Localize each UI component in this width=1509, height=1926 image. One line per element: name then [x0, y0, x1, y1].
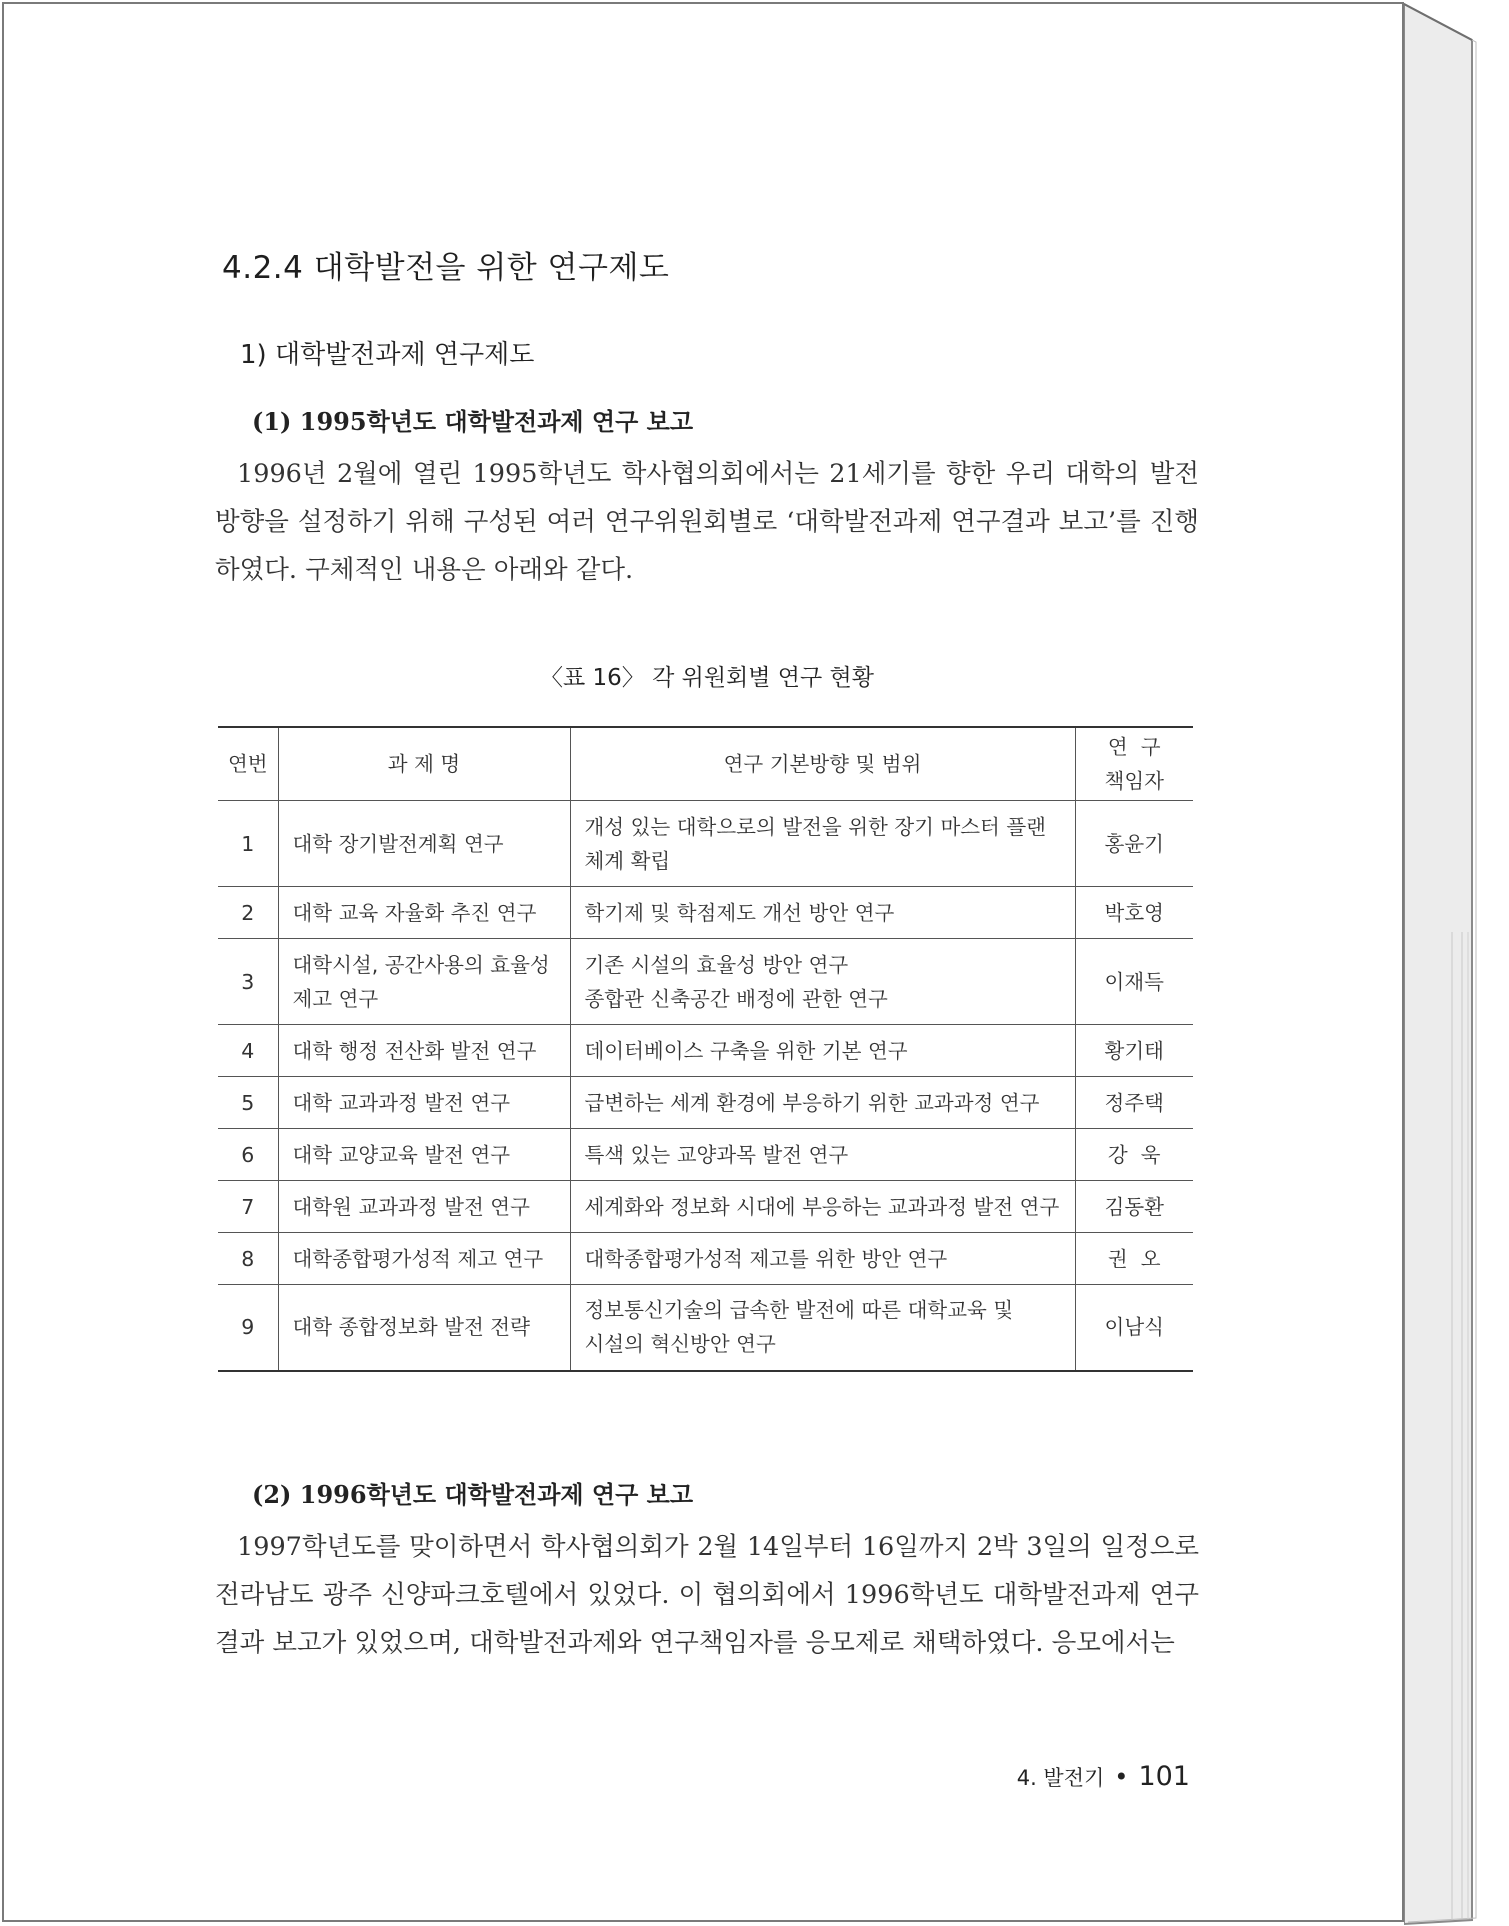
cell-no: 6 — [218, 1129, 278, 1181]
cell-scope — [570, 1077, 1075, 1129]
cell-title-line: 대학시설, 공간사용의 효율성 — [292, 952, 550, 977]
cell-scope-line: 급변하는 세계 환경에 부응하기 위한 교과과정 연구 — [584, 1090, 1040, 1115]
header-lead-line-2: 책임자 — [1104, 769, 1164, 793]
cell-title-line: 제고 연구 — [292, 986, 379, 1011]
page-edges-illustration — [1404, 2, 1509, 1926]
cell-scope — [570, 887, 1075, 939]
cell-lead: 김동환 — [1075, 1181, 1193, 1233]
cell-scope — [570, 939, 1075, 1025]
cell-lead: 황기태 — [1075, 1025, 1193, 1077]
table-row — [218, 1181, 1193, 1233]
cell-scope-line: 학기제 및 학점제도 개선 방안 연구 — [584, 900, 895, 925]
cell-scope — [570, 801, 1075, 887]
cell-no: 4 — [218, 1025, 278, 1077]
header-title: 과 제 명 — [278, 727, 570, 801]
cell-title — [278, 1025, 570, 1077]
part1-paragraph: 1996년 2월에 열린 1995학년도 학사협의회에서는 21세기를 향한 우리 대학의 발전 방향을 설정하기 위해 구성된 여러 연구위원회별로 ‘대학발전과제 연구결과 보고’를 진행하였다. 구체적인 내용은 아래와 같다. — [215, 459, 1199, 585]
table-header-row — [218, 727, 1193, 801]
cell-title-line: 대학 장기발전계획 연구 — [292, 831, 504, 856]
part2-heading: (2) 1996학년도 대학발전과제 연구 보고 — [252, 1480, 694, 1509]
cell-no: 9 — [218, 1285, 278, 1371]
cell-no: 1 — [218, 801, 278, 887]
cell-scope — [570, 1025, 1075, 1077]
cell-lead: 정주택 — [1075, 1077, 1193, 1129]
table-row — [218, 1285, 1193, 1371]
sub-heading: 1) 대학발전과제 연구제도 — [240, 340, 535, 370]
table-row — [218, 939, 1193, 1025]
cell-lead: 홍윤기 — [1075, 801, 1193, 887]
header-scope: 연구 기본방향 및 범위 — [570, 727, 1075, 801]
footer-bullet: • — [1114, 1763, 1129, 1791]
part1-heading: (1) 1995학년도 대학발전과제 연구 보고 — [252, 407, 694, 436]
header-no: 연번 — [218, 727, 278, 801]
cell-scope — [570, 1233, 1075, 1285]
cell-scope — [570, 1181, 1075, 1233]
part2-paragraph: 1997학년도를 맞이하면서 학사협의회가 2월 14일부터 16일까지 2박 3일의 일정으로 전라남도 광주 신양파크호텔에서 있었다. 이 협의회에서 1996학년도 대학발전과제 연구 결과 보고가 있었으며, 대학발전과제와 연구책임자를 응모제로 채택하였다. 응모에서는 — [215, 1532, 1199, 1658]
cell-lead: 박호영 — [1075, 887, 1193, 939]
cell-lead: 권 오 — [1075, 1233, 1193, 1285]
cell-scope-line: 대학종합평가성적 제고를 위한 방안 연구 — [584, 1246, 948, 1271]
cell-scope-line: 특색 있는 교양과목 발전 연구 — [584, 1142, 849, 1167]
header-lead-line-1: 연 구 — [1107, 735, 1161, 759]
cell-scope-line: 개성 있는 대학으로의 발전을 위한 장기 마스터 플랜 — [584, 814, 1046, 839]
cell-lead: 이재득 — [1075, 939, 1193, 1025]
table-row — [218, 801, 1193, 887]
cell-no: 3 — [218, 939, 278, 1025]
cell-no: 7 — [218, 1181, 278, 1233]
research-status-table — [218, 726, 1193, 1372]
page-footer — [1017, 1761, 1190, 1792]
table-row — [218, 1077, 1193, 1129]
cell-title — [278, 1129, 570, 1181]
cell-scope — [570, 1129, 1075, 1181]
cell-scope-line: 정보통신기술의 급속한 발전에 따른 대학교육 및 — [584, 1298, 1014, 1323]
cell-title-line: 대학 행정 전산화 발전 연구 — [292, 1038, 537, 1063]
cell-no: 8 — [218, 1233, 278, 1285]
cell-scope-line: 기존 시설의 효율성 방안 연구 — [584, 952, 849, 977]
section-heading: 4.2.4 대학발전을 위한 연구제도 — [222, 250, 670, 286]
table-body — [218, 801, 1193, 1371]
cell-scope-line: 종합관 신축공간 배정에 관한 연구 — [584, 986, 888, 1011]
cell-title-line: 대학 교육 자율화 추진 연구 — [292, 900, 537, 925]
cell-title-line: 대학 종합정보화 발전 전략 — [292, 1315, 530, 1340]
book-page — [2, 2, 1404, 1922]
cell-title — [278, 1285, 570, 1371]
cell-scope-line: 데이터베이스 구축을 위한 기본 연구 — [584, 1038, 908, 1063]
cell-no: 2 — [218, 887, 278, 939]
cell-scope-line: 세계화와 정보화 시대에 부응하는 교과과정 발전 연구 — [584, 1194, 1060, 1219]
cell-scope-line: 체계 확립 — [584, 848, 671, 873]
header-lead — [1075, 727, 1193, 801]
cell-title-line: 대학 교양교육 발전 연구 — [292, 1142, 511, 1167]
cell-title — [278, 1233, 570, 1285]
cell-title — [278, 801, 570, 887]
cell-title-line: 대학 교과과정 발전 연구 — [292, 1090, 511, 1115]
cell-title — [278, 939, 570, 1025]
cell-title-line: 대학종합평가성적 제고 연구 — [292, 1246, 544, 1271]
table-row — [218, 887, 1193, 939]
table-row — [218, 1129, 1193, 1181]
cell-scope — [570, 1285, 1075, 1371]
cell-no: 5 — [218, 1077, 278, 1129]
cell-scope-line: 시설의 혁신방안 연구 — [584, 1332, 776, 1357]
cell-lead: 이남식 — [1075, 1285, 1193, 1371]
cell-title — [278, 1181, 570, 1233]
cell-lead: 강 욱 — [1075, 1129, 1193, 1181]
table-caption: 〈표 16〉 각 위원회별 연구 현황 — [539, 665, 874, 691]
cell-title-line: 대학원 교과과정 발전 연구 — [292, 1194, 530, 1219]
table-row — [218, 1025, 1193, 1077]
cell-title — [278, 1077, 570, 1129]
footer-chapter: 4. 발전기 — [1016, 1766, 1105, 1790]
page-number: 101 — [1138, 1761, 1190, 1792]
table-row — [218, 1233, 1193, 1285]
cell-title — [278, 887, 570, 939]
